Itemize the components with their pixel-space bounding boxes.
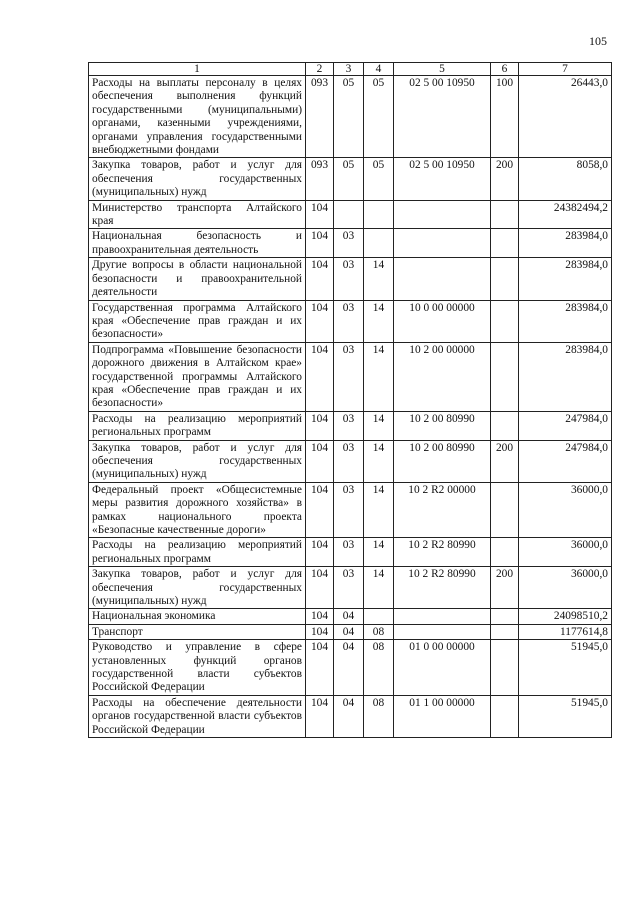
row-ministry-code: 104 <box>306 624 334 639</box>
budget-table <box>88 62 612 738</box>
table-row <box>89 411 612 440</box>
row-name: Закупка товаров, работ и услуг для обеспечения государственных (муниципальных) нужд <box>89 158 306 200</box>
row-amount: 283984,0 <box>519 229 612 258</box>
row-name: Закупка товаров, работ и услуг для обеспечения государственных (муниципальных) нужд <box>89 567 306 609</box>
row-amount: 283984,0 <box>519 258 612 300</box>
row-section-code: 04 <box>334 609 364 624</box>
col-header-3: 3 <box>334 63 364 76</box>
row-ministry-code: 104 <box>306 258 334 300</box>
row-name: Национальная безопасность и правоохранительная деятельность <box>89 229 306 258</box>
row-amount: 247984,0 <box>519 411 612 440</box>
row-name: Расходы на выплаты персоналу в целях обеспечения выполнения функций государственными (муниципальными) органами, казенными учреждениями, органами управления государственными внебюджетными фондами <box>89 76 306 158</box>
row-subsection-code: 14 <box>364 411 394 440</box>
row-amount: 36000,0 <box>519 482 612 538</box>
row-ministry-code: 104 <box>306 567 334 609</box>
row-name: Закупка товаров, работ и услуг для обеспечения государственных (муниципальных) нужд <box>89 440 306 482</box>
row-subsection-code: 14 <box>364 258 394 300</box>
row-section-code: 04 <box>334 695 364 737</box>
row-subsection-code <box>364 229 394 258</box>
row-section-code: 04 <box>334 624 364 639</box>
row-target-article: 01 0 00 00000 <box>394 640 491 696</box>
row-expense-type: 200 <box>491 158 519 200</box>
row-section-code: 04 <box>334 640 364 696</box>
row-expense-type <box>491 640 519 696</box>
row-section-code: 05 <box>334 76 364 158</box>
row-name: Федеральный проект «Общесистемные меры развития дорожного хозяйства» в рамках национального проекта «Безопасные качественные дороги» <box>89 482 306 538</box>
row-ministry-code: 104 <box>306 300 334 342</box>
row-subsection-code: 14 <box>364 538 394 567</box>
row-subsection-code: 14 <box>364 482 394 538</box>
row-target-article: 02 5 00 10950 <box>394 76 491 158</box>
row-expense-type <box>491 695 519 737</box>
row-amount: 26443,0 <box>519 76 612 158</box>
row-amount: 8058,0 <box>519 158 612 200</box>
row-ministry-code: 104 <box>306 482 334 538</box>
row-target-article: 10 2 00 00000 <box>394 342 491 411</box>
row-expense-type <box>491 609 519 624</box>
row-expense-type <box>491 300 519 342</box>
row-section-code: 03 <box>334 300 364 342</box>
row-expense-type <box>491 200 519 229</box>
col-header-7: 7 <box>519 63 612 76</box>
row-section-code: 03 <box>334 482 364 538</box>
row-ministry-code: 104 <box>306 640 334 696</box>
table-row <box>89 76 612 158</box>
row-ministry-code: 104 <box>306 609 334 624</box>
row-amount: 51945,0 <box>519 640 612 696</box>
table-row <box>89 567 612 609</box>
col-header-4: 4 <box>364 63 394 76</box>
table-row <box>89 695 612 737</box>
col-header-2: 2 <box>306 63 334 76</box>
page-number: 105 <box>589 34 607 48</box>
row-expense-type: 200 <box>491 567 519 609</box>
row-amount: 36000,0 <box>519 567 612 609</box>
table-row <box>89 158 612 200</box>
row-name: Расходы на реализацию мероприятий региональных программ <box>89 538 306 567</box>
row-amount: 1177614,8 <box>519 624 612 639</box>
table-row <box>89 200 612 229</box>
row-subsection-code: 14 <box>364 440 394 482</box>
row-section-code: 03 <box>334 440 364 482</box>
row-ministry-code: 104 <box>306 229 334 258</box>
row-subsection-code <box>364 609 394 624</box>
row-target-article: 10 2 00 80990 <box>394 411 491 440</box>
row-subsection-code: 08 <box>364 640 394 696</box>
row-ministry-code: 104 <box>306 411 334 440</box>
row-subsection-code: 08 <box>364 624 394 639</box>
row-expense-type <box>491 624 519 639</box>
table-row <box>89 300 612 342</box>
row-name: Подпрограмма «Повышение безопасности дорожного движения в Алтайском крае» государственной программы Алтайского края «Обеспечение прав граждан и их безопасности» <box>89 342 306 411</box>
row-ministry-code: 104 <box>306 200 334 229</box>
row-ministry-code: 104 <box>306 695 334 737</box>
row-expense-type: 100 <box>491 76 519 158</box>
col-header-1: 1 <box>89 63 306 76</box>
table-row <box>89 258 612 300</box>
row-section-code: 03 <box>334 538 364 567</box>
row-name: Руководство и управление в сфере установленных функций органов государственной власти субъектов Российской Федерации <box>89 640 306 696</box>
row-expense-type <box>491 482 519 538</box>
row-expense-type <box>491 411 519 440</box>
row-name: Министерство транспорта Алтайского края <box>89 200 306 229</box>
row-subsection-code <box>364 200 394 229</box>
row-target-article: 10 2 00 80990 <box>394 440 491 482</box>
row-section-code: 05 <box>334 158 364 200</box>
row-amount: 24098510,2 <box>519 609 612 624</box>
row-ministry-code: 104 <box>306 440 334 482</box>
row-amount: 283984,0 <box>519 342 612 411</box>
row-subsection-code: 14 <box>364 567 394 609</box>
row-target-article: 10 0 00 00000 <box>394 300 491 342</box>
row-name: Расходы на реализацию мероприятий региональных программ <box>89 411 306 440</box>
row-target-article <box>394 609 491 624</box>
row-name: Национальная экономика <box>89 609 306 624</box>
table-body <box>89 76 612 738</box>
table-row <box>89 440 612 482</box>
row-target-article: 10 2 R2 80990 <box>394 538 491 567</box>
row-subsection-code: 14 <box>364 300 394 342</box>
row-expense-type: 200 <box>491 440 519 482</box>
row-target-article <box>394 624 491 639</box>
table-row <box>89 482 612 538</box>
table-row <box>89 538 612 567</box>
row-expense-type <box>491 229 519 258</box>
row-amount: 36000,0 <box>519 538 612 567</box>
row-subsection-code: 14 <box>364 342 394 411</box>
row-expense-type <box>491 258 519 300</box>
table-row <box>89 609 612 624</box>
row-target-article <box>394 229 491 258</box>
table-row <box>89 342 612 411</box>
row-section-code: 03 <box>334 342 364 411</box>
row-ministry-code: 104 <box>306 342 334 411</box>
row-name: Расходы на обеспечение деятельности органов государственной власти субъектов Российской Федерации <box>89 695 306 737</box>
table-header-row <box>89 63 612 76</box>
row-section-code: 03 <box>334 258 364 300</box>
row-ministry-code: 093 <box>306 76 334 158</box>
row-subsection-code: 05 <box>364 76 394 158</box>
row-target-article: 01 1 00 00000 <box>394 695 491 737</box>
row-section-code: 03 <box>334 229 364 258</box>
col-header-6: 6 <box>491 63 519 76</box>
row-expense-type <box>491 342 519 411</box>
row-target-article: 10 2 R2 00000 <box>394 482 491 538</box>
row-amount: 24382494,2 <box>519 200 612 229</box>
row-name: Другие вопросы в области национальной безопасности и правоохранительной деятельности <box>89 258 306 300</box>
row-name: Транспорт <box>89 624 306 639</box>
table-row <box>89 640 612 696</box>
row-subsection-code: 08 <box>364 695 394 737</box>
row-name: Государственная программа Алтайского края «Обеспечение прав граждан и их безопасности» <box>89 300 306 342</box>
row-section-code: 03 <box>334 411 364 440</box>
row-amount: 247984,0 <box>519 440 612 482</box>
row-ministry-code: 093 <box>306 158 334 200</box>
row-target-article: 10 2 R2 80990 <box>394 567 491 609</box>
row-expense-type <box>491 538 519 567</box>
row-target-article <box>394 258 491 300</box>
row-target-article <box>394 200 491 229</box>
table-row <box>89 229 612 258</box>
col-header-5: 5 <box>394 63 491 76</box>
row-amount: 283984,0 <box>519 300 612 342</box>
row-amount: 51945,0 <box>519 695 612 737</box>
row-section-code <box>334 200 364 229</box>
row-target-article: 02 5 00 10950 <box>394 158 491 200</box>
row-ministry-code: 104 <box>306 538 334 567</box>
row-subsection-code: 05 <box>364 158 394 200</box>
table-row <box>89 624 612 639</box>
row-section-code: 03 <box>334 567 364 609</box>
